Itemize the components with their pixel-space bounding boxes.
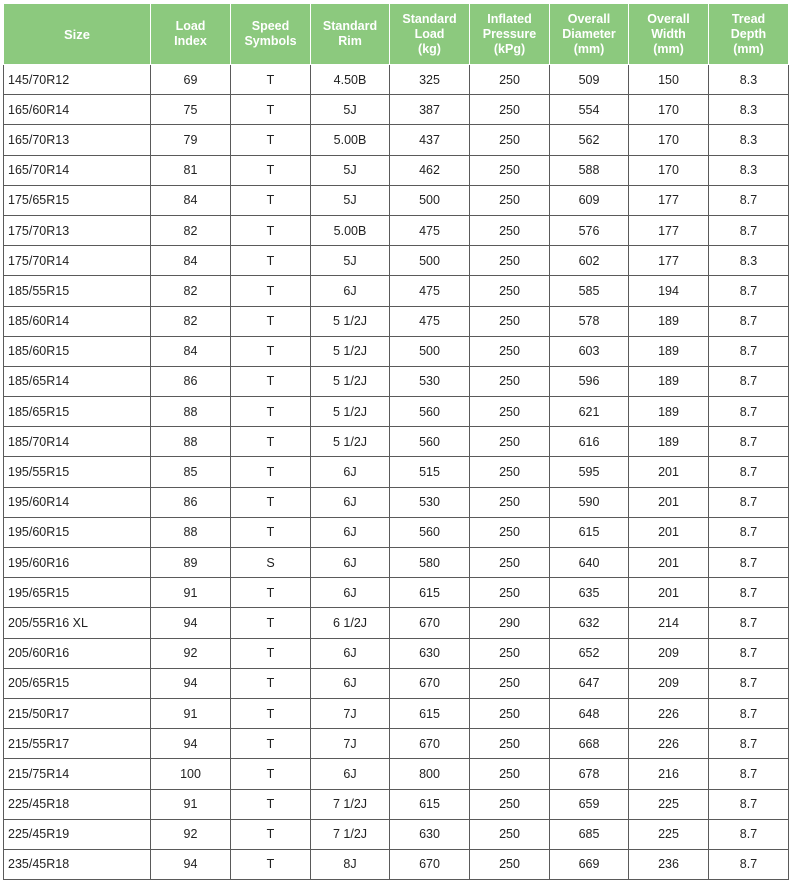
cell-standard-rim: 4.50B <box>311 65 390 95</box>
cell-tread-depth: 8.7 <box>709 789 789 819</box>
cell-size: 175/70R14 <box>4 246 151 276</box>
cell-inflated-pressure: 250 <box>470 336 550 366</box>
cell-tread-depth: 8.7 <box>709 548 789 578</box>
cell-inflated-pressure: 250 <box>470 65 550 95</box>
cell-tread-depth: 8.7 <box>709 849 789 879</box>
cell-inflated-pressure: 250 <box>470 155 550 185</box>
cell-overall-width: 201 <box>629 457 709 487</box>
cell-overall-diameter: 668 <box>550 729 629 759</box>
cell-speed-symbols: T <box>231 849 311 879</box>
cell-size: 185/55R15 <box>4 276 151 306</box>
cell-standard-rim: 8J <box>311 849 390 879</box>
cell-speed-symbols: T <box>231 215 311 245</box>
cell-overall-width: 216 <box>629 759 709 789</box>
cell-overall-width: 225 <box>629 819 709 849</box>
cell-load-index: 84 <box>151 185 231 215</box>
cell-standard-load: 475 <box>390 215 470 245</box>
cell-standard-load: 615 <box>390 578 470 608</box>
cell-speed-symbols: T <box>231 95 311 125</box>
cell-standard-rim: 6J <box>311 578 390 608</box>
cell-inflated-pressure: 250 <box>470 729 550 759</box>
table-row <box>4 789 789 819</box>
cell-tread-depth: 8.7 <box>709 759 789 789</box>
cell-tread-depth: 8.7 <box>709 517 789 547</box>
cell-load-index: 88 <box>151 517 231 547</box>
table-row <box>4 487 789 517</box>
cell-standard-rim: 6J <box>311 517 390 547</box>
cell-overall-width: 177 <box>629 246 709 276</box>
cell-load-index: 69 <box>151 65 231 95</box>
cell-size: 185/60R14 <box>4 306 151 336</box>
cell-overall-width: 201 <box>629 578 709 608</box>
header-load-index: Load Index <box>151 4 231 65</box>
cell-speed-symbols: T <box>231 185 311 215</box>
cell-load-index: 84 <box>151 246 231 276</box>
cell-overall-diameter: 678 <box>550 759 629 789</box>
cell-standard-rim: 7J <box>311 729 390 759</box>
cell-standard-rim: 5 1/2J <box>311 427 390 457</box>
header-tread-depth: Tread Depth (mm) <box>709 4 789 65</box>
table-row <box>4 668 789 698</box>
cell-inflated-pressure: 250 <box>470 246 550 276</box>
cell-overall-width: 189 <box>629 336 709 366</box>
cell-inflated-pressure: 250 <box>470 759 550 789</box>
cell-overall-width: 236 <box>629 849 709 879</box>
table-row <box>4 548 789 578</box>
table-row <box>4 578 789 608</box>
cell-overall-diameter: 616 <box>550 427 629 457</box>
cell-load-index: 91 <box>151 789 231 819</box>
cell-overall-diameter: 652 <box>550 638 629 668</box>
cell-overall-width: 194 <box>629 276 709 306</box>
cell-tread-depth: 8.7 <box>709 306 789 336</box>
cell-overall-width: 189 <box>629 306 709 336</box>
table-row <box>4 336 789 366</box>
cell-overall-diameter: 685 <box>550 819 629 849</box>
cell-size: 215/55R17 <box>4 729 151 759</box>
cell-speed-symbols: T <box>231 608 311 638</box>
cell-speed-symbols: S <box>231 548 311 578</box>
cell-size: 205/55R16 XL <box>4 608 151 638</box>
header-standard-rim: Standard Rim <box>311 4 390 65</box>
tire-spec-table <box>3 3 789 880</box>
cell-size: 195/65R15 <box>4 578 151 608</box>
cell-inflated-pressure: 250 <box>470 487 550 517</box>
cell-standard-load: 615 <box>390 789 470 819</box>
cell-overall-diameter: 562 <box>550 125 629 155</box>
cell-overall-width: 214 <box>629 608 709 638</box>
cell-standard-load: 800 <box>390 759 470 789</box>
cell-speed-symbols: T <box>231 819 311 849</box>
cell-standard-rim: 6J <box>311 276 390 306</box>
cell-inflated-pressure: 250 <box>470 849 550 879</box>
table-row <box>4 246 789 276</box>
cell-standard-rim: 5J <box>311 185 390 215</box>
cell-overall-width: 189 <box>629 397 709 427</box>
table-row <box>4 698 789 728</box>
cell-size: 185/65R14 <box>4 366 151 396</box>
table-row <box>4 185 789 215</box>
cell-standard-load: 670 <box>390 849 470 879</box>
cell-overall-width: 170 <box>629 155 709 185</box>
cell-overall-diameter: 669 <box>550 849 629 879</box>
cell-overall-width: 150 <box>629 65 709 95</box>
cell-overall-width: 189 <box>629 427 709 457</box>
table-body <box>4 65 789 880</box>
cell-standard-load: 475 <box>390 276 470 306</box>
cell-standard-load: 615 <box>390 698 470 728</box>
cell-speed-symbols: T <box>231 306 311 336</box>
cell-inflated-pressure: 250 <box>470 185 550 215</box>
cell-standard-rim: 7 1/2J <box>311 819 390 849</box>
cell-size: 165/70R13 <box>4 125 151 155</box>
cell-tread-depth: 8.7 <box>709 397 789 427</box>
cell-standard-load: 387 <box>390 95 470 125</box>
cell-load-index: 86 <box>151 487 231 517</box>
cell-load-index: 91 <box>151 578 231 608</box>
cell-size: 195/55R15 <box>4 457 151 487</box>
cell-standard-load: 515 <box>390 457 470 487</box>
cell-overall-diameter: 632 <box>550 608 629 638</box>
cell-inflated-pressure: 250 <box>470 95 550 125</box>
cell-load-index: 92 <box>151 819 231 849</box>
cell-overall-width: 177 <box>629 215 709 245</box>
cell-size: 175/65R15 <box>4 185 151 215</box>
cell-standard-load: 560 <box>390 427 470 457</box>
header-size: Size <box>4 4 151 65</box>
table-row <box>4 215 789 245</box>
cell-inflated-pressure: 250 <box>470 427 550 457</box>
cell-size: 225/45R19 <box>4 819 151 849</box>
cell-inflated-pressure: 250 <box>470 698 550 728</box>
cell-speed-symbols: T <box>231 698 311 728</box>
cell-overall-width: 209 <box>629 638 709 668</box>
cell-inflated-pressure: 250 <box>470 819 550 849</box>
cell-overall-diameter: 635 <box>550 578 629 608</box>
table-row <box>4 366 789 396</box>
cell-overall-diameter: 585 <box>550 276 629 306</box>
cell-size: 235/45R18 <box>4 849 151 879</box>
cell-standard-load: 670 <box>390 668 470 698</box>
cell-overall-diameter: 596 <box>550 366 629 396</box>
cell-overall-diameter: 554 <box>550 95 629 125</box>
cell-overall-width: 226 <box>629 698 709 728</box>
cell-standard-load: 670 <box>390 608 470 638</box>
cell-size: 195/60R14 <box>4 487 151 517</box>
cell-standard-rim: 5 1/2J <box>311 397 390 427</box>
cell-overall-diameter: 590 <box>550 487 629 517</box>
cell-size: 205/60R16 <box>4 638 151 668</box>
cell-tread-depth: 8.7 <box>709 336 789 366</box>
cell-standard-rim: 6J <box>311 457 390 487</box>
cell-inflated-pressure: 250 <box>470 517 550 547</box>
cell-speed-symbols: T <box>231 397 311 427</box>
header-overall-width: Overall Width (mm) <box>629 4 709 65</box>
cell-speed-symbols: T <box>231 155 311 185</box>
cell-overall-width: 226 <box>629 729 709 759</box>
cell-overall-diameter: 648 <box>550 698 629 728</box>
cell-size: 145/70R12 <box>4 65 151 95</box>
cell-speed-symbols: T <box>231 517 311 547</box>
cell-inflated-pressure: 250 <box>470 578 550 608</box>
cell-speed-symbols: T <box>231 427 311 457</box>
cell-size: 225/45R18 <box>4 789 151 819</box>
cell-load-index: 100 <box>151 759 231 789</box>
cell-speed-symbols: T <box>231 457 311 487</box>
cell-speed-symbols: T <box>231 638 311 668</box>
cell-standard-rim: 6J <box>311 638 390 668</box>
table-row <box>4 276 789 306</box>
cell-standard-rim: 5.00B <box>311 215 390 245</box>
table-row <box>4 729 789 759</box>
cell-overall-width: 170 <box>629 95 709 125</box>
cell-standard-rim: 5 1/2J <box>311 366 390 396</box>
cell-overall-width: 225 <box>629 789 709 819</box>
cell-standard-rim: 5.00B <box>311 125 390 155</box>
cell-inflated-pressure: 250 <box>470 276 550 306</box>
cell-load-index: 91 <box>151 698 231 728</box>
cell-speed-symbols: T <box>231 246 311 276</box>
cell-speed-symbols: T <box>231 729 311 759</box>
cell-overall-diameter: 588 <box>550 155 629 185</box>
cell-standard-load: 560 <box>390 517 470 547</box>
cell-standard-load: 475 <box>390 306 470 336</box>
cell-size: 185/60R15 <box>4 336 151 366</box>
cell-standard-rim: 6J <box>311 759 390 789</box>
cell-tread-depth: 8.3 <box>709 95 789 125</box>
cell-inflated-pressure: 250 <box>470 457 550 487</box>
cell-overall-width: 201 <box>629 487 709 517</box>
cell-overall-diameter: 602 <box>550 246 629 276</box>
cell-load-index: 82 <box>151 276 231 306</box>
cell-load-index: 75 <box>151 95 231 125</box>
cell-load-index: 81 <box>151 155 231 185</box>
table-row <box>4 608 789 638</box>
cell-size: 195/60R16 <box>4 548 151 578</box>
cell-standard-rim: 6J <box>311 548 390 578</box>
cell-inflated-pressure: 250 <box>470 548 550 578</box>
cell-load-index: 94 <box>151 729 231 759</box>
cell-standard-rim: 7J <box>311 698 390 728</box>
cell-inflated-pressure: 290 <box>470 608 550 638</box>
table-row <box>4 457 789 487</box>
cell-speed-symbols: T <box>231 578 311 608</box>
cell-standard-rim: 5J <box>311 246 390 276</box>
cell-standard-rim: 5 1/2J <box>311 336 390 366</box>
table-row <box>4 427 789 457</box>
cell-tread-depth: 8.3 <box>709 155 789 185</box>
cell-standard-load: 500 <box>390 246 470 276</box>
cell-size: 185/65R15 <box>4 397 151 427</box>
cell-speed-symbols: T <box>231 789 311 819</box>
cell-load-index: 94 <box>151 849 231 879</box>
table-row <box>4 65 789 95</box>
cell-load-index: 88 <box>151 427 231 457</box>
cell-tread-depth: 8.7 <box>709 668 789 698</box>
header-inflated-pressure: Inflated Pressure (kPg) <box>470 4 550 65</box>
cell-load-index: 92 <box>151 638 231 668</box>
cell-standard-rim: 6 1/2J <box>311 608 390 638</box>
table-row <box>4 397 789 427</box>
table-row <box>4 306 789 336</box>
cell-standard-load: 630 <box>390 638 470 668</box>
cell-overall-width: 177 <box>629 185 709 215</box>
cell-inflated-pressure: 250 <box>470 215 550 245</box>
cell-overall-width: 209 <box>629 668 709 698</box>
cell-standard-load: 530 <box>390 487 470 517</box>
cell-size: 205/65R15 <box>4 668 151 698</box>
cell-standard-load: 580 <box>390 548 470 578</box>
cell-standard-rim: 5J <box>311 155 390 185</box>
cell-standard-rim: 6J <box>311 487 390 517</box>
cell-size: 175/70R13 <box>4 215 151 245</box>
cell-overall-width: 201 <box>629 517 709 547</box>
cell-tread-depth: 8.3 <box>709 65 789 95</box>
table-row <box>4 155 789 185</box>
cell-inflated-pressure: 250 <box>470 366 550 396</box>
cell-speed-symbols: T <box>231 759 311 789</box>
cell-overall-diameter: 576 <box>550 215 629 245</box>
header-overall-diameter: Overall Diameter (mm) <box>550 4 629 65</box>
cell-overall-diameter: 595 <box>550 457 629 487</box>
cell-load-index: 82 <box>151 306 231 336</box>
table-row <box>4 849 789 879</box>
cell-tread-depth: 8.7 <box>709 819 789 849</box>
cell-overall-diameter: 640 <box>550 548 629 578</box>
cell-standard-rim: 5J <box>311 95 390 125</box>
cell-load-index: 85 <box>151 457 231 487</box>
cell-inflated-pressure: 250 <box>470 668 550 698</box>
table-row <box>4 759 789 789</box>
cell-standard-load: 500 <box>390 336 470 366</box>
cell-standard-load: 670 <box>390 729 470 759</box>
cell-standard-load: 530 <box>390 366 470 396</box>
cell-tread-depth: 8.7 <box>709 608 789 638</box>
cell-overall-diameter: 603 <box>550 336 629 366</box>
cell-tread-depth: 8.7 <box>709 638 789 668</box>
cell-size: 195/60R15 <box>4 517 151 547</box>
cell-speed-symbols: T <box>231 276 311 306</box>
cell-overall-diameter: 615 <box>550 517 629 547</box>
cell-standard-load: 630 <box>390 819 470 849</box>
cell-tread-depth: 8.7 <box>709 487 789 517</box>
cell-overall-diameter: 621 <box>550 397 629 427</box>
cell-overall-width: 170 <box>629 125 709 155</box>
cell-tread-depth: 8.7 <box>709 698 789 728</box>
cell-overall-width: 189 <box>629 366 709 396</box>
cell-tread-depth: 8.7 <box>709 457 789 487</box>
table-row <box>4 819 789 849</box>
header-speed-symbols: Speed Symbols <box>231 4 311 65</box>
cell-overall-width: 201 <box>629 548 709 578</box>
cell-inflated-pressure: 250 <box>470 125 550 155</box>
table-row <box>4 517 789 547</box>
cell-speed-symbols: T <box>231 487 311 517</box>
cell-tread-depth: 8.7 <box>709 215 789 245</box>
tire-spec-table-container <box>3 3 788 880</box>
cell-load-index: 84 <box>151 336 231 366</box>
cell-standard-load: 437 <box>390 125 470 155</box>
cell-load-index: 89 <box>151 548 231 578</box>
table-row <box>4 95 789 125</box>
cell-size: 215/75R14 <box>4 759 151 789</box>
cell-tread-depth: 8.7 <box>709 729 789 759</box>
cell-overall-diameter: 609 <box>550 185 629 215</box>
cell-overall-diameter: 659 <box>550 789 629 819</box>
cell-load-index: 79 <box>151 125 231 155</box>
cell-inflated-pressure: 250 <box>470 397 550 427</box>
cell-load-index: 94 <box>151 608 231 638</box>
cell-tread-depth: 8.7 <box>709 578 789 608</box>
cell-load-index: 94 <box>151 668 231 698</box>
cell-size: 215/50R17 <box>4 698 151 728</box>
cell-overall-diameter: 647 <box>550 668 629 698</box>
cell-standard-rim: 6J <box>311 668 390 698</box>
cell-tread-depth: 8.3 <box>709 125 789 155</box>
cell-tread-depth: 8.7 <box>709 366 789 396</box>
cell-load-index: 86 <box>151 366 231 396</box>
cell-load-index: 88 <box>151 397 231 427</box>
cell-size: 165/70R14 <box>4 155 151 185</box>
cell-tread-depth: 8.7 <box>709 185 789 215</box>
cell-tread-depth: 8.7 <box>709 276 789 306</box>
cell-speed-symbols: T <box>231 336 311 366</box>
cell-overall-diameter: 578 <box>550 306 629 336</box>
cell-standard-load: 560 <box>390 397 470 427</box>
cell-standard-load: 325 <box>390 65 470 95</box>
cell-load-index: 82 <box>151 215 231 245</box>
cell-inflated-pressure: 250 <box>470 789 550 819</box>
cell-standard-rim: 5 1/2J <box>311 306 390 336</box>
cell-inflated-pressure: 250 <box>470 306 550 336</box>
table-row <box>4 125 789 155</box>
cell-standard-load: 500 <box>390 185 470 215</box>
cell-size: 165/60R14 <box>4 95 151 125</box>
cell-speed-symbols: T <box>231 125 311 155</box>
cell-standard-rim: 7 1/2J <box>311 789 390 819</box>
cell-tread-depth: 8.7 <box>709 427 789 457</box>
table-header-row <box>4 4 789 65</box>
cell-speed-symbols: T <box>231 65 311 95</box>
cell-overall-diameter: 509 <box>550 65 629 95</box>
cell-size: 185/70R14 <box>4 427 151 457</box>
table-row <box>4 638 789 668</box>
cell-inflated-pressure: 250 <box>470 638 550 668</box>
cell-speed-symbols: T <box>231 366 311 396</box>
cell-standard-load: 462 <box>390 155 470 185</box>
header-standard-load: Standard Load (kg) <box>390 4 470 65</box>
cell-speed-symbols: T <box>231 668 311 698</box>
cell-tread-depth: 8.3 <box>709 246 789 276</box>
